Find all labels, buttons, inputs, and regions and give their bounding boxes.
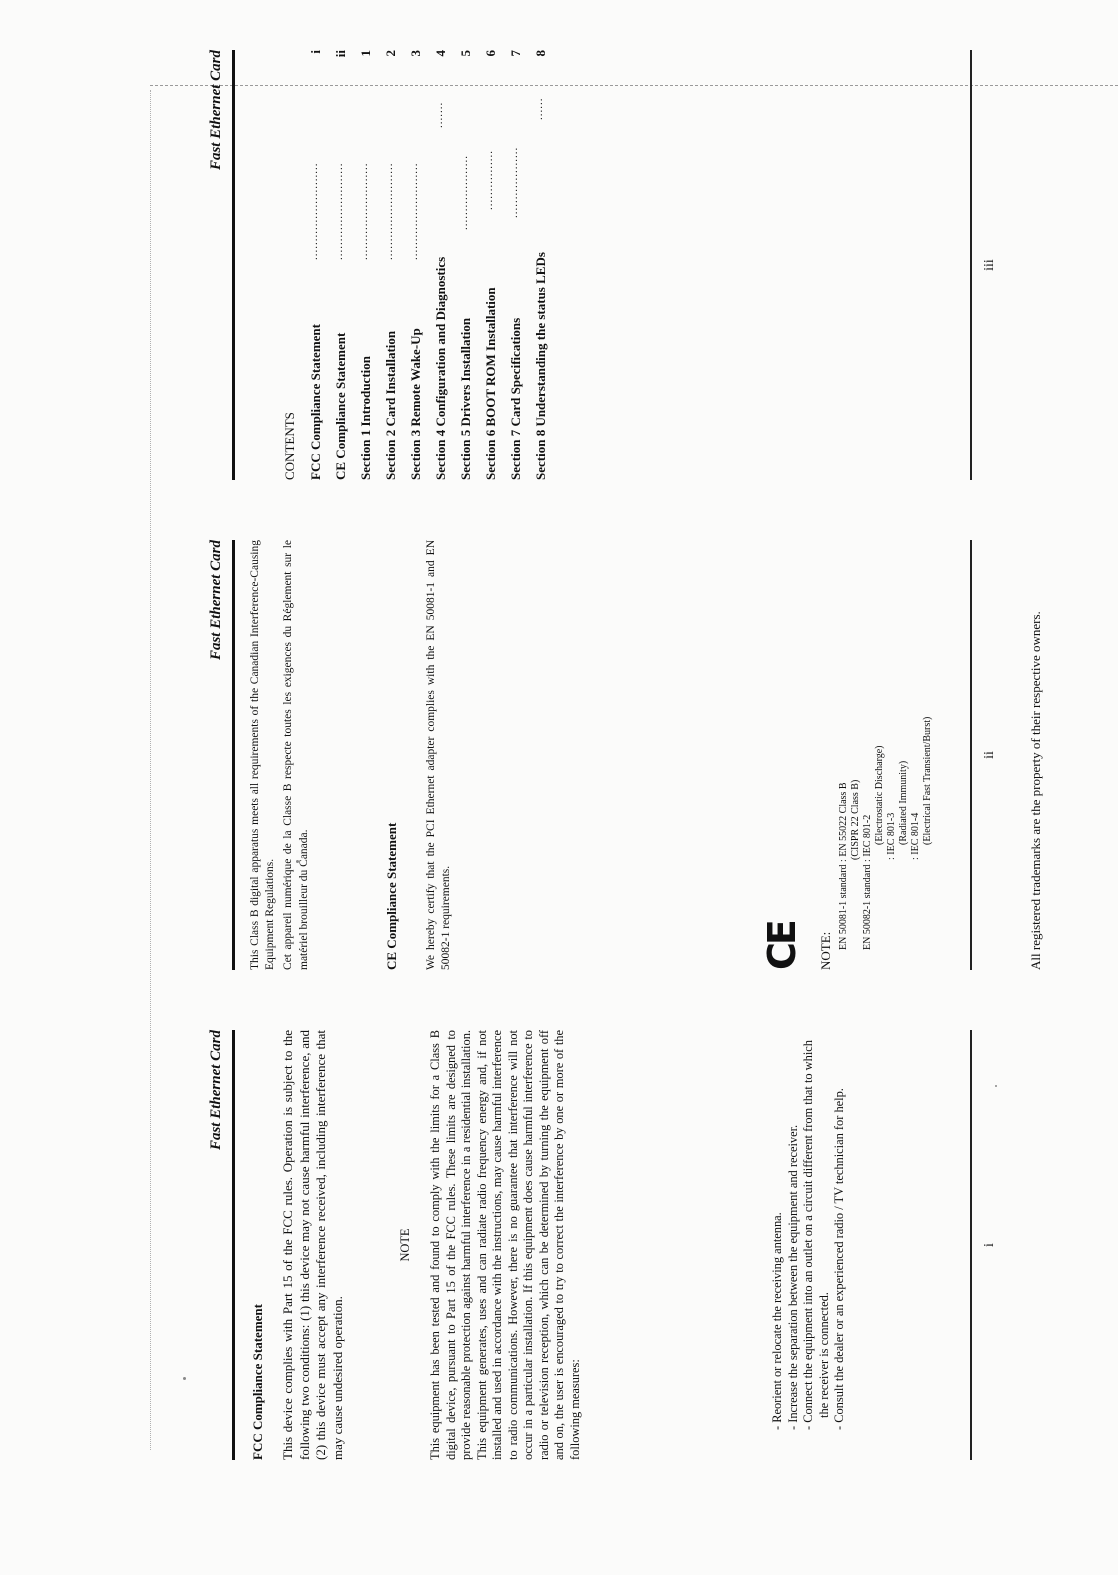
page-number: ii [982, 751, 997, 759]
toc-entry [458, 50, 483, 480]
toc-entry [408, 50, 433, 480]
toc-leader: ....... [433, 101, 445, 128]
interference-measures-list [770, 1030, 848, 1430]
toc-entry [333, 50, 358, 480]
page-iii-panel [200, 50, 1085, 480]
page-header-title: Fast Ethernet Card [208, 1030, 224, 1151]
scan-speck [183, 1377, 186, 1380]
page-ii-panel [200, 540, 1085, 970]
note-label: NOTE: [818, 931, 833, 970]
toc-leader: .................... [458, 155, 470, 230]
toc-entry-page: 5 [458, 50, 473, 57]
trademark-notice: All registered trademarks are the property of their respective owners. [1028, 611, 1043, 970]
standard-line: EN 50081-1 standard : EN 55022 Class B [838, 782, 849, 950]
toc-entry-label: Section 4 Configuration and Diagnostics [433, 256, 448, 480]
toc-entry [508, 50, 533, 480]
toc-entry-label: CE Compliance Statement [333, 332, 348, 480]
table-of-contents [308, 50, 558, 480]
toc-leader: ................... [508, 146, 520, 218]
toc-entry-page: 2 [383, 50, 398, 57]
standard-line: (Electrostatic Discharge) [874, 745, 885, 845]
toc-leader: ................ [483, 150, 495, 210]
toc-entry-page: 8 [533, 50, 548, 57]
ce-paragraph: We hereby certify that the PCI Ethernet adapter complies with the EN 50081-1 and EN 50082-1 requirements. [425, 540, 452, 970]
toc-entry-label: Section 5 Drivers Installation [458, 317, 473, 480]
toc-entry-page: ii [333, 50, 348, 58]
footer-rule [970, 50, 972, 480]
toc-entry-page: 7 [508, 50, 523, 57]
toc-entry-page: 6 [483, 50, 498, 57]
note-label: NOTE [398, 1228, 412, 1262]
toc-entry-page: 1 [358, 50, 373, 57]
toc-leader: .......................... [333, 162, 345, 260]
toc-entry-label: Section 1 Introduction [358, 356, 373, 480]
page-number: iii [982, 259, 997, 271]
header-rule [232, 1030, 235, 1460]
list-item: - Connect the equipment into an outlet on a circuit different from that to which the receiver is connected. [801, 1040, 831, 1430]
toc-leader: .......................... [383, 162, 395, 260]
toc-entry [358, 50, 383, 480]
toc-entry [483, 50, 508, 480]
standard-line: : IEC 801-3 [886, 812, 897, 860]
header-rule [232, 50, 235, 480]
canada-statement-fr: Cet appareil numérique de la Classe B respecte toutes les exigences du Réglement sur le matériel brouilleur du Canada. [282, 540, 310, 970]
fcc-heading: FCC Compliance Statement [250, 1304, 265, 1460]
page-header-title: Fast Ethernet Card [208, 540, 224, 661]
toc-entry [308, 50, 333, 480]
canada-statement-en: This Class B digital apparatus meets all requirements of the Canadian Interference-Causing Equipment Regulations. [249, 540, 276, 970]
page-number: i [982, 1243, 997, 1247]
toc-entry-page: i [308, 50, 323, 54]
standard-line: (CISPR 22 Class B) [850, 779, 861, 860]
toc-entry [433, 50, 458, 480]
fcc-paragraph-conditions: This device complies with Part 15 of the FCC rules. Operation is subject to the following two conditions: (1) this device may not cause harmful interference, and (2) this device must accept any interference received, including interference that may cause undesired operation. [280, 1030, 345, 1460]
contents-title: CONTENTS [282, 412, 297, 480]
list-item: - Reorient or relocate the receiving antenna. [770, 1212, 784, 1430]
toc-entry-label: FCC Compliance Statement [308, 324, 323, 480]
toc-entry-label: Section 2 Card Installation [383, 330, 398, 480]
toc-leader: ...... [533, 97, 545, 120]
ce-mark-logo: CE [760, 922, 804, 970]
toc-leader: .......................... [308, 162, 320, 260]
page-header-title: Fast Ethernet Card [208, 50, 224, 171]
toc-entry-label: Section 3 Remote Wake-Up [408, 328, 423, 480]
header-rule [232, 540, 235, 970]
standard-line: : IEC 801-4 [910, 812, 921, 860]
toc-leader: .......................... [358, 162, 370, 260]
standard-line: EN 50082-1 standard : IEC 801-2 [862, 814, 873, 950]
toc-entry-page: 3 [408, 50, 423, 57]
toc-entry-label: Section 7 Card Specifications [508, 317, 523, 480]
list-item: - Increase the separation between the equipment and receiver. [785, 1124, 800, 1430]
toc-entry-label: Section 8 Understanding the status LEDs [533, 252, 548, 480]
toc-entry [533, 50, 558, 480]
standard-line: (Electrical Fast Transient/Burst) [922, 716, 933, 845]
toc-entry-label: Section 6 BOOT ROM Installation [483, 287, 498, 480]
footer-rule [970, 540, 972, 970]
scan-edge-left [150, 90, 151, 1450]
list-item: - Consult the dealer or an experienced radio / TV technician for help. [832, 1088, 846, 1430]
toc-leader: .......................... [408, 162, 420, 260]
toc-entry [383, 50, 408, 480]
ce-heading: CE Compliance Statement [384, 822, 399, 970]
rotated-manual-sheet [200, 20, 1085, 1460]
page-i-panel [200, 1030, 1085, 1460]
toc-entry-page: 4 [433, 50, 448, 57]
fcc-paragraph-limits: This equipment has been tested and found to comply with the limits for a Class B digital device, pursuant to Part 15 of the FCC rules. These limits are designed to provide reasonable protection against harmful interference in a residential installation. This equipment generates, uses and can radiate radio frequency energy and, if not installed and used in accordance with the instructions, may cause harmful interference to radio communications. However, there is no guarantee that interference will not occur in a particular installation. If this equipment does cause harmful interference to radio or television reception, which can be determined by turning the equipment off and on, the user is encouraged to try to correct the interference by one or more of the following measures: [428, 1030, 582, 1460]
standard-line: (Radiated Immunity) [898, 760, 909, 845]
footer-rule [970, 1030, 972, 1460]
